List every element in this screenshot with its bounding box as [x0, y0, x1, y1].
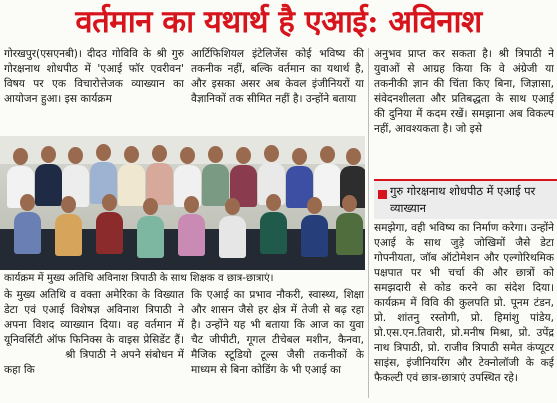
article-column-3-top — [374, 47, 554, 175]
photo-caption: कार्यक्रम में मुख्य अतिथि अविनाश त्रिपाठी के साथ शिक्षक व छात्र-छात्राएं। — [4, 273, 274, 284]
subheading-box — [374, 179, 557, 219]
column-divider — [368, 48, 369, 398]
news-photo — [0, 136, 365, 270]
article-paragraph: गोरखपुर(एसएनबी)। दीदउ गोविवि के श्री गुरु गोरक्षनाथ शोधपीठ में 'एआई फॉर एवरीवन' विषय पर एक विचारोत्तेजक व्याख्यान का आयोजन हुआ। इस कार्यक्रम — [4, 48, 184, 105]
article-column-2-bottom — [191, 288, 364, 400]
subheading: गुरु गोरक्षनाथ शोधपीठ में एआई पर व्याख्यान — [390, 184, 536, 215]
article-paragraph: समझेगा, वही भविष्य का निर्माण करेगा। उन्होंने एआई के साथ जुड़े जोखिमों जैसे डेटा गोपनीयता, जॉब ऑटोमेशन और एल्गोरिथमिक पक्षपात पर भी चर्चा की और छात्रों को समझदारी से कोड करने का संदेश दिया। कार्यक्रम में विवि की कुलपति प्रो. पूनम टंडन, प्रो. शांतनु रस्तोगी, प्रो. हिमांशु पांडेय, प्रो.एस.एन.तिवारी, प्रो.मनीष मिश्रा, प्रो. उपेंद्र नाथ त्रिपाठी, प्रो. राजीव त्रिपाठी समेत कंप्यूटर साइंस, इंजीनियरिंग और टेक्नोलॉजी के कई फैकल्टी एवं छात्र-छात्राएं उपस्थित रहे। — [374, 222, 554, 384]
article-paragraph: के मुख्य अतिथि व वक्ता अमेरिका के विख्यात डेटा एवं एआई विशेषज्ञ अविनाश त्रिपाठी ने अपना विशद व्याख्यान दिया। वह वर्तमान में यूनिवर्सिटी ऑफ फिनिक्स के वाइस प्रेसिडेंट हैं। श्री त्रिपाठी ने अपने संबोधन में कहा कि — [4, 289, 184, 376]
article-paragraph: आर्टिफिशियल इंटेलिजेंस कोई भविष्य की तकनीक नहीं, बल्कि वर्तमान का यथार्थ है, और इसका असर अब केवल इंजीनियरों या वैज्ञानिकों तक सीमित नहीं है। उन्होंने बताया — [191, 48, 364, 105]
article-column-3-bottom — [374, 221, 554, 401]
article-paragraph: अनुभव प्राप्त कर सकता है। श्री त्रिपाठी ने युवाओं से आग्रह किया कि वे अंग्रेजी या तकनीकी ज्ञान की चिंता किए बिना, जिज्ञासा, संवेदनशीलता और प्रतिबद्धता के साथ एआई की दुनिया में कदम रखें। समझाना अब विकल्प नहीं, आवश्यकता है। जो इसे — [374, 48, 554, 135]
article-column-2-top — [191, 47, 364, 107]
article-paragraph: कि एआई का प्रभाव नौकरी, स्वास्थ्य, शिक्षा और शासन जैसे हर क्षेत्र में तेजी से बढ़ रहा है। उन्होंने यह भी बताया कि आज का युवा चैट जीपीटी, गूगल टीचेबल मशीन, कैनवा, मैजिक स्टूडियो टूल्स जैसी तकनीकों के माध्यम से बिना कोडिंग के भी एआई का — [191, 289, 364, 376]
article-column-1-bottom — [4, 288, 184, 400]
red-square-icon — [378, 190, 387, 199]
headline: वर्तमान का यथार्थ है एआई: अविनाश — [75, 4, 482, 40]
article-column-1-top — [4, 47, 184, 107]
